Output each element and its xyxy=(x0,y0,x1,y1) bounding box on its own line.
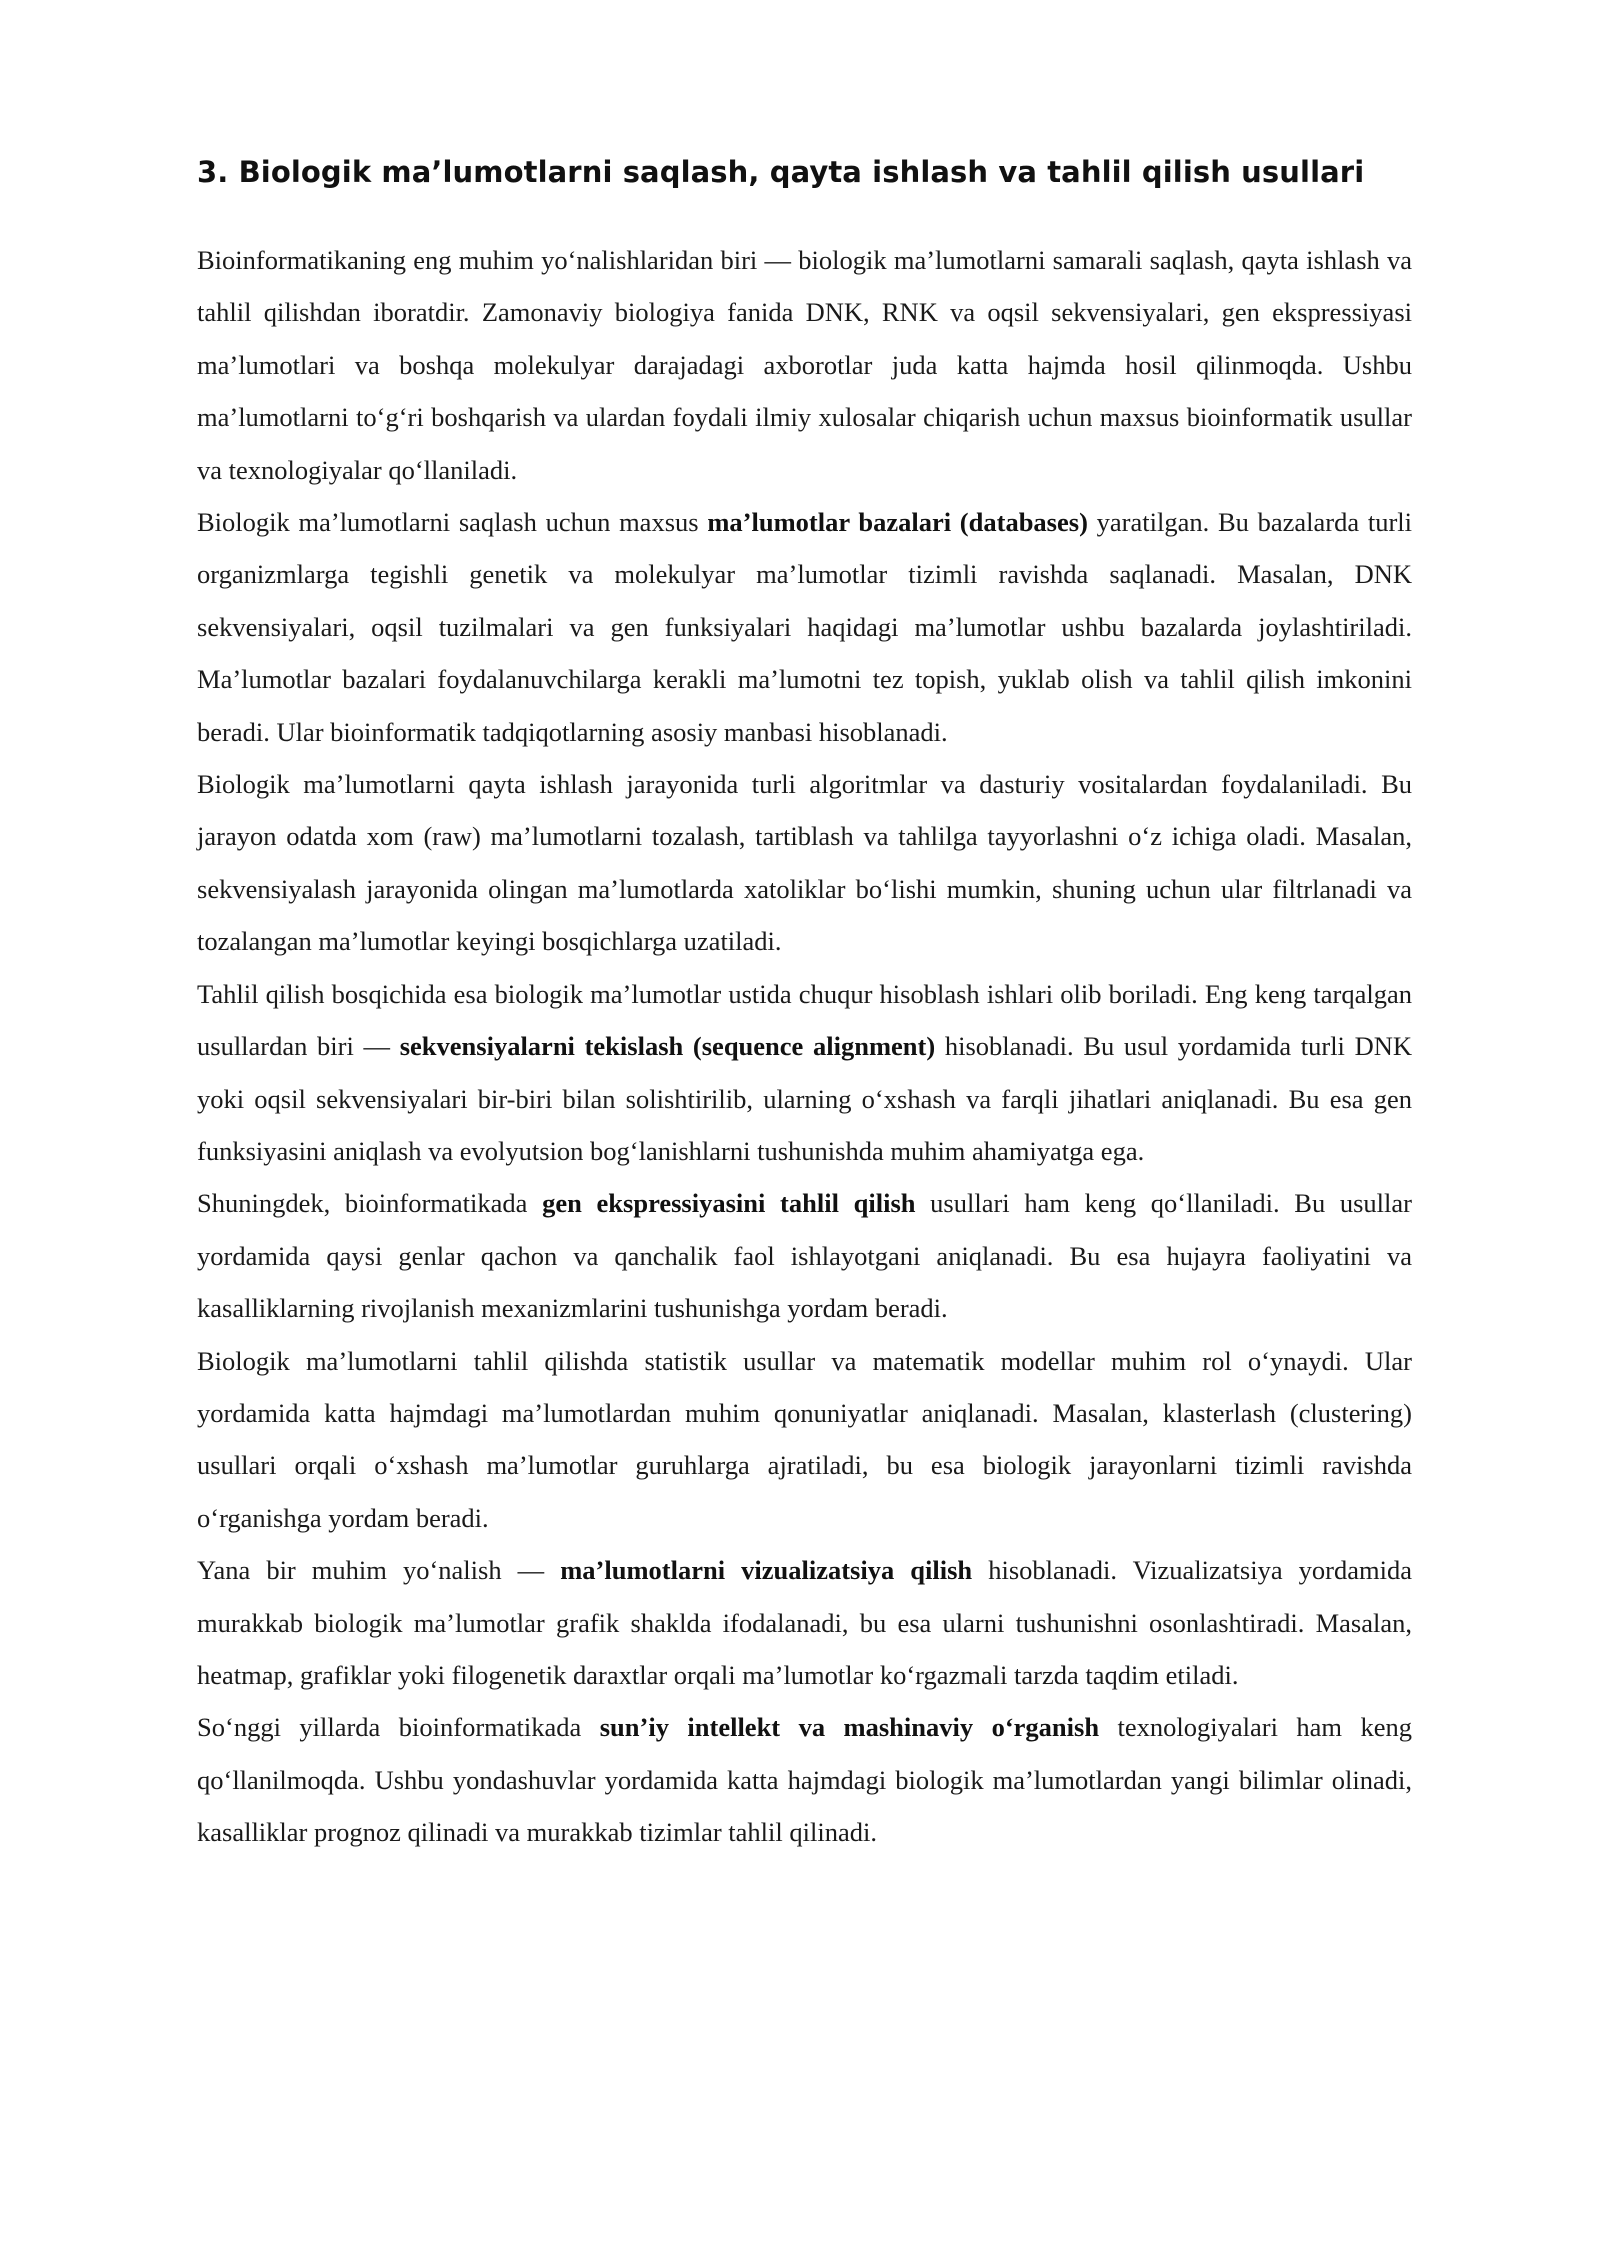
paragraph-text: hisoblanadi. Vizualizatsiya yordamida murakkab biologik ma’lumotlar grafik shaklda ifodalanadi, bu esa ularni tushunishni osonlashtiradi. Masalan, heatmap, grafiklar yoki filogenetik daraxtlar orqali ma’lumotlar ko‘rgazmali tarzda taqdim etiladi. xyxy=(197,1555,1412,1690)
paragraph-text: Biologik ma’lumotlarni qayta ishlash jarayonida turli algoritmlar va dasturiy vositalardan foydalaniladi. Bu jarayon odatda xom (raw) ma’lumotlarni tozalash, tartiblash va tahlilga tayyorlashni o‘z ichiga oladi. Masalan, sekvensiyalash jarayonida olingan ma’lumotlarda xatoliklar bo‘lishi mumkin, shuning uchun ular filtrlanadi va tozalangan ma’lumotlar keyingi bosqichlarga uzatiladi. xyxy=(197,769,1412,957)
paragraph-expression xyxy=(197,1177,1412,1334)
paragraph-visualization xyxy=(197,1544,1412,1701)
paragraph-text: Bioinformatikaning eng muhim yo‘nalishlaridan biri — biologik ma’lumotlarni samarali saqlash, qayta ishlash va tahlil qilishdan iboratdir. Zamonaviy biologiya fanida DNK, RNK va oqsil sekvensiyalari, gen ekspressiyasi ma’lumotlari va boshqa molekulyar darajadagi axborotlar juda katta hajmda hosil qilinmoqda. Ushbu ma’lumotlarni to‘g‘ri boshqarish va ulardan foydali ilmiy xulosalar chiqarish uchun maxsus bioinformatik usullar va texnologiyalar qo‘llaniladi. xyxy=(197,245,1412,485)
bold-term: ma’lumotlarni vizualizatsiya qilish xyxy=(560,1555,973,1586)
section-heading: 3. Biologik ma’lumotlarni saqlash, qayta ishlash va tahlil qilish usullari xyxy=(197,155,1365,189)
document-page xyxy=(197,152,1412,1859)
paragraph-databases xyxy=(197,496,1412,758)
paragraph-processing xyxy=(197,758,1412,968)
paragraph-text: hisoblanadi. Bu usul yordamida turli DNK yoki oqsil sekvensiyalari bir-biri bilan solishtirilib, ularning o‘xshash va farqli jihatlari aniqlanadi. Bu esa gen funksiyasini aniqlash va evolyutsion bog‘lanishlarni tushunishda muhim ahamiyatga ega. xyxy=(197,1031,1413,1166)
paragraph-text: Shuningdek, bioinformatikada xyxy=(197,1188,543,1219)
paragraph-text: So‘nggi yillarda bioinformatikada xyxy=(197,1712,600,1743)
bold-term: sun’iy intellekt va mashinaviy o‘rganish xyxy=(599,1712,1100,1743)
paragraph-text: Yana bir muhim yo‘nalish — xyxy=(197,1555,561,1586)
bold-term: sekvensiyalarni tekislash (sequence alignment) xyxy=(399,1031,936,1062)
paragraph-statistics xyxy=(197,1335,1412,1545)
paragraph-text: usullari ham keng qo‘llaniladi. Bu usullar yordamida qaysi genlar qachon va qanchalik faol ishlayotgani aniqlanadi. Bu esa hujayra faoliyatini va kasalliklarning rivojlanish mexanizmlarini tushunishga yordam beradi. xyxy=(197,1188,1412,1324)
paragraph-text: Biologik ma’lumotlarni saqlash uchun maxsus xyxy=(197,507,708,538)
paragraph-text: Tahlil qilish bosqichida esa biologik ma’lumotlar ustida chuqur hisoblash ishlari olib boriladi. Eng keng tarqalgan usullardan biri — xyxy=(197,978,1412,1062)
paragraph-text: yaratilgan. Bu bazalarda turli organizmlarga tegishli genetik va molekulyar ma’lumotlar tizimli ravishda saqlanadi. Masalan, DNK sekvensiyalari, oqsil tuzilmalari va gen funksiyalari haqidagi ma’lumotlar ushbu bazalarda joylashtiriladi. Ma’lumotlar bazalari foydalanuvchilarga kerakli ma’lumotni tez topish, yuklab olish va tahlil qilish imkonini beradi. Ular bioinformatik tadqiqotlarning asosiy manbasi hisoblanadi. xyxy=(197,507,1412,747)
paragraph-text: Biologik ma’lumotlarni tahlil qilishda statistik usullar va matematik modellar muhim rol o‘ynaydi. Ular yordamida katta hajmdagi ma’lumotlardan muhim qonuniyatlar aniqlanadi. Masalan, klasterlash (clustering) usullari orqali o‘xshash ma’lumotlar guruhlarga ajratiladi, bu esa biologik jarayonlarni tizimli ravishda o‘rganishga yordam beradi. xyxy=(197,1345,1412,1533)
bold-term: gen ekspressiyasini tahlil qilish xyxy=(542,1188,916,1219)
paragraph-text: texnologiyalari ham keng qo‘llanilmoqda. Ushbu yondashuvlar yordamida katta hajmdagi biologik ma’lumotlardan yangi bilimlar olinadi, kasalliklar prognoz qilinadi va murakkab tizimlar tahlil qilinadi. xyxy=(197,1712,1412,1848)
paragraph-alignment xyxy=(197,968,1412,1178)
paragraph-ai xyxy=(197,1701,1412,1858)
paragraph-intro xyxy=(197,234,1412,496)
bold-term: ma’lumotlar bazalari (databases) xyxy=(707,507,1088,538)
